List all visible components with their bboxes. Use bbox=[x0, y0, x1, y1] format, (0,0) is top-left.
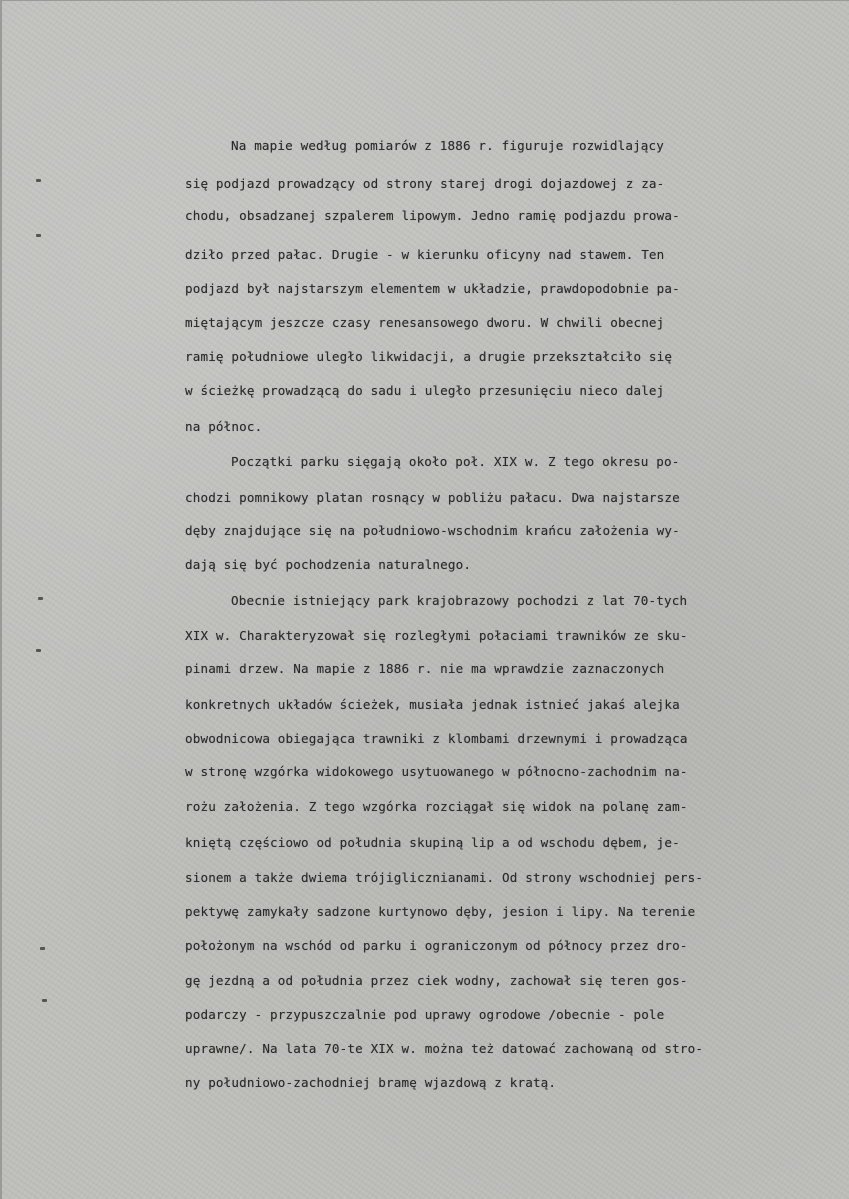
text-line: dają się być pochodzenia naturalnego. bbox=[185, 557, 472, 572]
text-line: miętającym jeszcze czasy renesansowego dworu. W chwili obecnej bbox=[185, 315, 665, 330]
text-line: Na mapie według pomiarów z 1886 r. figuruje rozwidlający bbox=[231, 138, 664, 153]
text-line: ramię południowe uległo likwidacji, a drugie przekształciło się bbox=[185, 349, 673, 364]
text-line: położonym na wschód od parku i ograniczonym od północy przez dro- bbox=[185, 938, 688, 953]
text-line: Obecnie istniejący park krajobrazowy pochodzi z lat 70-tych bbox=[231, 593, 688, 608]
text-line: obwodnicowa obiegająca trawniki z klombami drzewnymi i prowadząca bbox=[185, 731, 688, 746]
text-line: Początki parku sięgają około poł. XIX w. Z tego okresu po- bbox=[231, 454, 680, 469]
margin-mark bbox=[36, 234, 41, 237]
text-line: w stronę wzgórka widokowego usytuowanego w północno-zachodnim na- bbox=[185, 764, 688, 779]
text-line: się podjazd prowadzący od strony starej drogi dojazdowej z za- bbox=[185, 176, 665, 191]
typed-text-body bbox=[2, 1, 849, 1199]
margin-mark bbox=[40, 947, 45, 950]
text-line: ny południowo-zachodniej bramę wjazdową z kratą. bbox=[185, 1075, 557, 1090]
text-line: rożu założenia. Z tego wzgórka rozciągał się widok na polanę zam- bbox=[185, 799, 688, 814]
text-line: pinami drzew. Na mapie z 1886 r. nie ma wprawdzie zaznaczonych bbox=[185, 661, 665, 676]
text-line: konkretnych układów ścieżek, musiała jednak istnieć jakaś alejka bbox=[185, 697, 680, 712]
margin-mark bbox=[36, 179, 41, 182]
text-line: XIX w. Charakteryzował się rozległymi połaciami trawników ze sku- bbox=[185, 628, 688, 643]
text-line: podarczy - przypuszczalnie pod uprawy ogrodowe /obecnie - pole bbox=[185, 1007, 665, 1022]
text-line: dziło przed pałac. Drugie - w kierunku oficyny nad stawem. Ten bbox=[185, 247, 665, 262]
text-line: chodu, obsadzanej szpalerem lipowym. Jedno ramię podjazdu prowa- bbox=[185, 208, 680, 223]
text-line: podjazd był najstarszym elementem w układzie, prawdopodobnie pa- bbox=[185, 281, 680, 296]
text-line: dęby znajdujące się na południowo-wschodnim krańcu założenia wy- bbox=[185, 523, 680, 538]
margin-mark bbox=[36, 649, 41, 652]
text-line: na północ. bbox=[185, 419, 263, 434]
text-line: kniętą częściowo od południa skupiną lip a od wschodu dębem, je- bbox=[185, 835, 680, 850]
text-line: chodzi pomnikowy platan rosnący w pobliżu pałacu. Dwa najstarsze bbox=[185, 490, 680, 505]
margin-mark bbox=[38, 597, 43, 600]
text-line: gę jezdną a od południa przez ciek wodny, zachował się teren gos- bbox=[185, 973, 688, 988]
text-line: uprawne/. Na lata 70-te XIX w. można też datować zachowaną od stro- bbox=[185, 1041, 704, 1056]
text-line: pektywę zamykały sadzone kurtynowo dęby, jesion i lipy. Na terenie bbox=[185, 904, 696, 919]
text-line: w ścieżkę prowadzącą do sadu i uległo przesunięciu nieco dalej bbox=[185, 383, 665, 398]
text-line: sionem a także dwiema trójiglicznianami. Od strony wschodniej pers- bbox=[185, 870, 704, 885]
margin-mark bbox=[42, 999, 47, 1002]
